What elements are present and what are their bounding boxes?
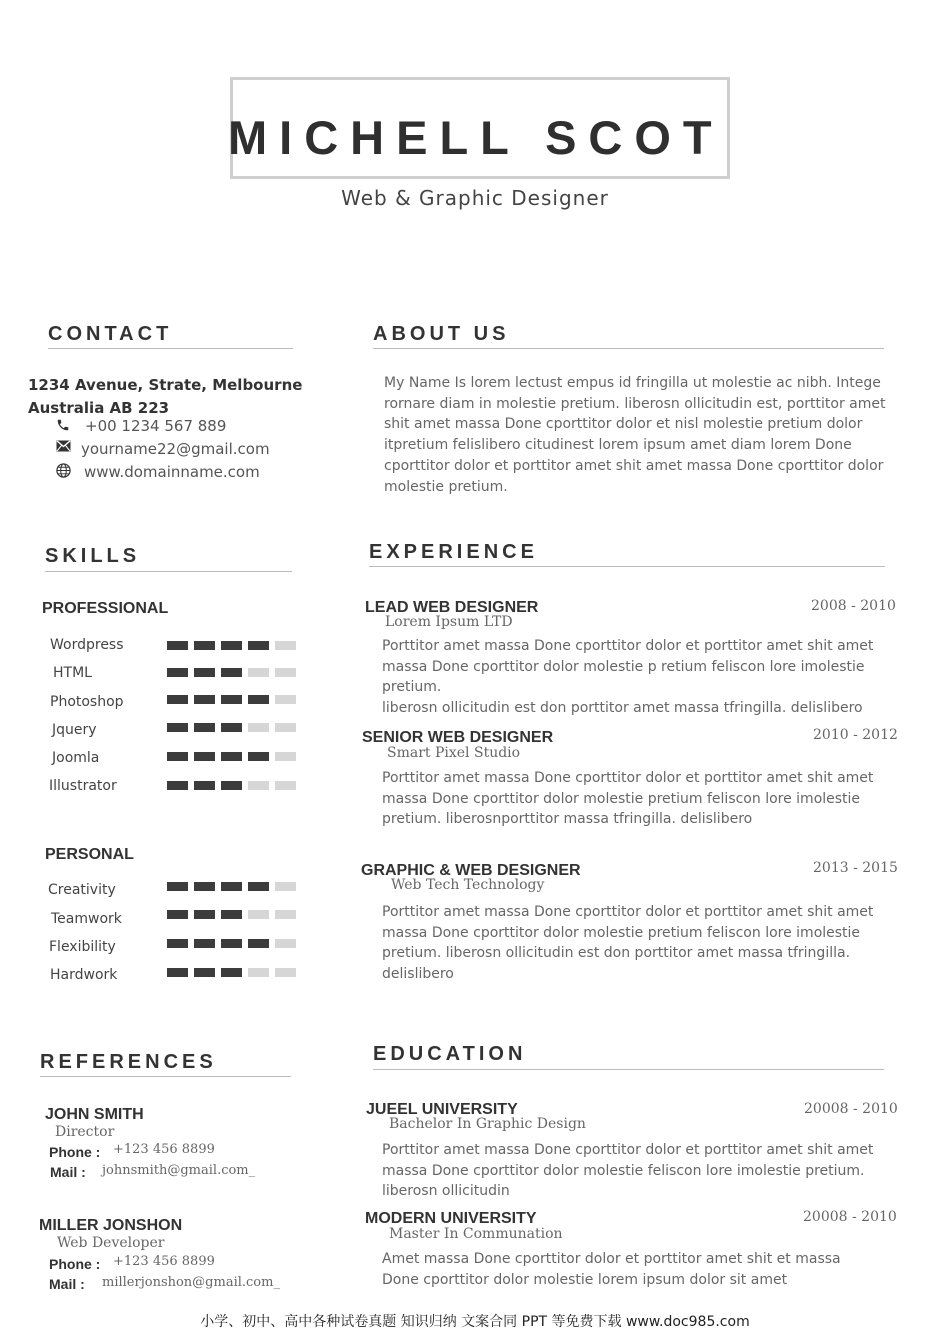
skill-bar-filled bbox=[221, 968, 242, 977]
description-line: Porttitor amet massa Done cporttitor dolor et porttitor amet shit amet bbox=[382, 770, 874, 786]
skill-bar-filled bbox=[221, 910, 242, 919]
reference-mail[interactable]: millerjonshon@gmail.com_ bbox=[102, 1275, 280, 1290]
skill-bar-filled bbox=[194, 641, 215, 650]
job-years: 2010 - 2012 bbox=[813, 727, 898, 743]
about-line: rornare diam in molestie pretium. liberosn ollicitudin est, porttitor amet bbox=[384, 395, 886, 412]
skill-name: Hardwork bbox=[50, 967, 118, 983]
description-line: Porttitor amet massa Done cporttitor dolor et porttitor amet shit amet bbox=[382, 638, 874, 654]
skill-bar-filled bbox=[167, 641, 188, 650]
about-line: My Name Is lorem lectust empus id fringilla ut molestie ac nibh. Intege bbox=[384, 375, 881, 391]
skill-bar-filled bbox=[248, 882, 269, 891]
skill-level-bars bbox=[167, 939, 296, 948]
skill-name: Illustrator bbox=[49, 778, 117, 794]
address-line-2: Australia AB 223 bbox=[28, 399, 170, 417]
skill-bar-filled bbox=[194, 781, 215, 790]
school-degree: Master In Communation bbox=[389, 1226, 563, 1242]
school-description bbox=[382, 1140, 873, 1202]
job-years: 2013 - 2015 bbox=[813, 860, 898, 876]
reference-phone: +123 456 8899 bbox=[113, 1142, 215, 1157]
skill-bar-filled bbox=[167, 668, 188, 677]
professional-heading: PROFESSIONAL bbox=[42, 600, 169, 617]
reference-position: Web Developer bbox=[57, 1235, 165, 1251]
contact-heading: CONTACT bbox=[48, 323, 173, 345]
about-line: itpretium felislibero citudinest lorem ipsum amet diam lorem Done bbox=[384, 437, 852, 454]
references-divider bbox=[40, 1076, 291, 1077]
description-line: massa Done cporttitor dolor molestie p retium feliscon lore imolestie bbox=[382, 658, 865, 675]
skill-bar-filled bbox=[248, 641, 269, 650]
skill-bar-filled bbox=[194, 752, 215, 761]
phone-label: Phone : bbox=[49, 1256, 101, 1272]
about-line: shit amet massa Done cporttitor dolor et nisl molestie pretium dolor bbox=[384, 416, 863, 433]
skill-bar-filled bbox=[248, 695, 269, 704]
skill-level-bars bbox=[167, 968, 296, 977]
job-company: Lorem Ipsum LTD bbox=[385, 614, 513, 630]
education-heading: EDUCATION bbox=[373, 1043, 527, 1065]
skills-divider bbox=[45, 571, 292, 572]
experience-heading: EXPERIENCE bbox=[369, 541, 538, 563]
skill-name: Photoshop bbox=[50, 694, 124, 710]
contact-divider bbox=[48, 348, 293, 349]
phone-label: Phone : bbox=[49, 1144, 101, 1160]
description-line: Porttitor amet massa Done cporttitor dolor et porttitor amet shit amet bbox=[382, 1142, 874, 1158]
description-line: liberosn ollicitudin est don porttitor amet massa tfringilla. delislibero bbox=[382, 700, 863, 717]
skill-level-bars bbox=[167, 723, 296, 732]
skill-bar-empty bbox=[275, 882, 296, 891]
mail-label: Mail : bbox=[50, 1164, 86, 1180]
candidate-role: Web & Graphic Designer bbox=[341, 186, 609, 210]
skill-bar-filled bbox=[221, 939, 242, 948]
description-line: massa Done cporttitor dolor molestie feliscon lore imolestie pretium. bbox=[382, 1162, 865, 1179]
skill-bar-filled bbox=[167, 695, 188, 704]
skill-bar-empty bbox=[248, 668, 269, 677]
skill-bar-empty bbox=[275, 723, 296, 732]
description-line: liberosn ollicitudin bbox=[382, 1183, 510, 1200]
school-name: MODERN UNIVERSITY bbox=[365, 1210, 537, 1227]
footer-note: 小学、初中、高中各种试卷真题 知识归纳 文案合同 PPT 等免费下载 www.doc985.com bbox=[200, 1314, 750, 1330]
school-years: 20008 - 2010 bbox=[804, 1101, 898, 1117]
reference-name: MILLER JONSHON bbox=[39, 1217, 183, 1234]
skill-bar-empty bbox=[275, 695, 296, 704]
school-years: 20008 - 2010 bbox=[803, 1209, 897, 1225]
skill-bar-filled bbox=[221, 781, 242, 790]
description-line: pretium. liberosn ollicitudin est don porttitor amet massa tfringilla. bbox=[382, 945, 851, 962]
skill-bar-filled bbox=[167, 939, 188, 948]
skill-bar-filled bbox=[221, 752, 242, 761]
skill-bar-empty bbox=[248, 968, 269, 977]
skill-bar-empty bbox=[248, 723, 269, 732]
address bbox=[28, 374, 302, 420]
about-text bbox=[384, 373, 914, 497]
website-url[interactable]: www.domainname.com bbox=[84, 463, 260, 481]
skill-name: Joomla bbox=[52, 750, 100, 766]
skill-name: HTML bbox=[53, 665, 92, 681]
skill-level-bars bbox=[167, 910, 296, 919]
skill-bar-filled bbox=[194, 668, 215, 677]
references-heading: REFERENCES bbox=[40, 1051, 217, 1073]
skill-bar-filled bbox=[221, 723, 242, 732]
skill-level-bars bbox=[167, 752, 296, 761]
envelope-icon bbox=[55, 440, 71, 456]
skill-bar-empty bbox=[275, 641, 296, 650]
about-line: cporttitor dolor et porttitor amet shit amet massa Done cporttitor dolor bbox=[384, 457, 884, 474]
school-degree: Bachelor In Graphic Design bbox=[389, 1116, 586, 1132]
skill-name: Creativity bbox=[48, 882, 116, 898]
description-line: massa Done cporttitor dolor molestie pretium feliscon lore imolestie bbox=[382, 790, 861, 807]
description-line: Amet massa Done cporttitor dolor et porttitor amet shit et massa bbox=[382, 1251, 841, 1267]
skill-bar-empty bbox=[275, 752, 296, 761]
job-title: GRAPHIC & WEB DESIGNER bbox=[361, 862, 581, 879]
reference-name: JOHN SMITH bbox=[45, 1106, 144, 1123]
job-title: LEAD WEB DESIGNER bbox=[365, 599, 539, 616]
experience-divider bbox=[369, 566, 885, 567]
skill-bar-filled bbox=[167, 752, 188, 761]
skill-bar-filled bbox=[194, 695, 215, 704]
phone-number: +00 1234 567 889 bbox=[85, 417, 227, 435]
address-line-1: 1234 Avenue, Strate, Melbourne bbox=[28, 376, 303, 394]
skill-level-bars bbox=[167, 668, 296, 677]
reference-phone: +123 456 8899 bbox=[113, 1254, 215, 1269]
skill-bar-filled bbox=[167, 781, 188, 790]
description-line: massa Done cporttitor dolor molestie pretium feliscon lore imolestie bbox=[382, 924, 861, 941]
description-line: pretium. bbox=[382, 679, 442, 696]
skill-bar-filled bbox=[221, 695, 242, 704]
about-line: molestie pretium. bbox=[384, 478, 508, 495]
description-line: Done cporttitor dolor molestie lorem ipsum dolor sit amet bbox=[382, 1271, 788, 1288]
job-company: Web Tech Technology bbox=[391, 877, 545, 893]
globe-icon bbox=[55, 463, 71, 479]
skill-bar-empty bbox=[275, 939, 296, 948]
skill-bar-filled bbox=[194, 939, 215, 948]
skills-heading: SKILLS bbox=[45, 545, 141, 567]
about-heading: ABOUT US bbox=[373, 323, 510, 345]
skill-name: Wordpress bbox=[50, 637, 124, 653]
skill-bar-filled bbox=[221, 668, 242, 677]
reference-position: Director bbox=[55, 1124, 115, 1140]
about-divider bbox=[373, 348, 884, 349]
skill-bar-filled bbox=[167, 910, 188, 919]
skill-bar-empty bbox=[275, 910, 296, 919]
skill-bar-filled bbox=[194, 882, 215, 891]
skill-bar-filled bbox=[248, 752, 269, 761]
skill-name: Jquery bbox=[52, 722, 97, 738]
personal-heading: PERSONAL bbox=[45, 846, 134, 863]
skill-level-bars bbox=[167, 882, 296, 891]
skill-bar-filled bbox=[248, 939, 269, 948]
job-description bbox=[382, 636, 873, 719]
email-address[interactable]: yourname22@gmail.com bbox=[81, 440, 270, 458]
skill-level-bars bbox=[167, 641, 296, 650]
skill-bar-filled bbox=[167, 723, 188, 732]
skill-bar-filled bbox=[221, 882, 242, 891]
education-divider bbox=[373, 1069, 884, 1070]
school-description bbox=[382, 1249, 841, 1290]
description-line: Porttitor amet massa Done cporttitor dolor et porttitor amet shit amet bbox=[382, 904, 874, 920]
skill-bar-filled bbox=[167, 968, 188, 977]
skill-bar-empty bbox=[248, 910, 269, 919]
job-description bbox=[382, 768, 873, 830]
candidate-name: MICHELL SCOT bbox=[228, 111, 724, 164]
school-name: JUEEL UNIVERSITY bbox=[366, 1101, 518, 1118]
skill-bar-empty bbox=[248, 781, 269, 790]
skill-bar-empty bbox=[275, 668, 296, 677]
skill-bar-filled bbox=[194, 968, 215, 977]
skill-name: Teamwork bbox=[51, 911, 122, 927]
phone-icon bbox=[55, 418, 71, 434]
job-description bbox=[382, 902, 873, 985]
skill-level-bars bbox=[167, 695, 296, 704]
skill-bar-empty bbox=[275, 968, 296, 977]
skill-bar-filled bbox=[194, 910, 215, 919]
description-line: delislibero bbox=[382, 966, 454, 983]
skill-name: Flexibility bbox=[49, 939, 116, 955]
skill-bar-filled bbox=[194, 723, 215, 732]
reference-mail[interactable]: johnsmith@gmail.com_ bbox=[102, 1163, 256, 1178]
skill-level-bars bbox=[167, 781, 296, 790]
mail-label: Mail : bbox=[49, 1276, 85, 1292]
description-line: pretium. liberosnporttitor massa tfringilla. delislibero bbox=[382, 811, 753, 828]
skill-bar-empty bbox=[275, 781, 296, 790]
job-title: SENIOR WEB DESIGNER bbox=[362, 729, 554, 746]
skill-bar-filled bbox=[167, 882, 188, 891]
skill-bar-filled bbox=[221, 641, 242, 650]
job-years: 2008 - 2010 bbox=[811, 598, 896, 614]
job-company: Smart Pixel Studio bbox=[387, 745, 521, 761]
